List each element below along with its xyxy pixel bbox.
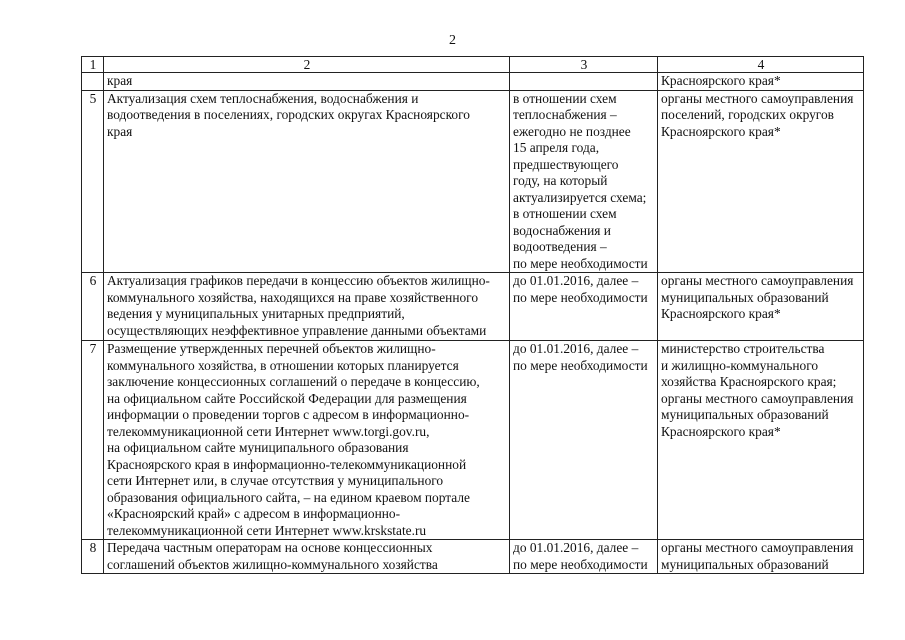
measure-cell xyxy=(104,273,510,341)
text-line: теплоснабжения – xyxy=(513,107,617,122)
text-line: заключение концессионных соглашений о передаче в концессию, xyxy=(107,374,480,389)
text-line: предшествующего xyxy=(513,156,619,172)
table-row xyxy=(82,273,864,341)
text-line: по мере необходимости xyxy=(513,255,648,271)
deadline-cell xyxy=(510,90,658,273)
text-line: до 01.01.2016, далее – xyxy=(513,273,639,288)
text-line: муниципальных образований xyxy=(661,407,829,422)
text-line: «Красноярский край» с адресом в информационно- xyxy=(107,506,401,521)
text-line: хозяйства Красноярского края; xyxy=(661,374,837,389)
row-number xyxy=(82,73,104,91)
column-header: 4 xyxy=(658,57,864,73)
text-line: по мере необходимости xyxy=(513,289,648,305)
table-row xyxy=(82,90,864,273)
row-number: 8 xyxy=(82,540,104,574)
text-line: водоотведения в поселениях, городских округах Красноярского xyxy=(107,107,470,122)
text-line: году, на который xyxy=(513,173,608,188)
text-line: органы местного самоуправления xyxy=(661,540,854,555)
text-line: водоснабжения и xyxy=(513,222,611,238)
text-line: поселений, городских округов xyxy=(661,107,834,122)
text-line: органы местного самоуправления xyxy=(661,390,854,406)
text-line: министерство строительства xyxy=(661,341,825,356)
text-line: по мере необходимости xyxy=(513,556,648,572)
text-line: на официальном сайте муниципального образования xyxy=(107,440,409,455)
text-line: на официальном сайте Российской Федерации для размещения xyxy=(107,390,467,406)
schedule-table xyxy=(81,56,864,574)
responsible-cell xyxy=(658,73,864,91)
text-line: Красноярского края* xyxy=(661,423,781,439)
table-row xyxy=(82,73,864,91)
text-line: и жилищно-коммунального xyxy=(661,357,819,373)
text-line: муниципальных образований xyxy=(661,289,829,305)
page-number: 2 xyxy=(449,33,456,48)
table-row xyxy=(82,540,864,574)
text-line: коммунального хозяйства, в отношении которых планируется xyxy=(107,357,459,373)
text-line: органы местного самоуправления xyxy=(661,273,854,288)
responsible-cell xyxy=(658,90,864,273)
text-line: Красноярского края* xyxy=(661,306,781,321)
text-line: органы местного самоуправления xyxy=(661,90,854,106)
text-line: образования официального сайта, – на едином краевом портале xyxy=(107,489,470,505)
text-line: актуализируется схема; xyxy=(513,189,647,205)
text-line: 15 апреля года, xyxy=(513,140,600,155)
column-header: 3 xyxy=(510,57,658,73)
measure-cell xyxy=(104,540,510,574)
text-line: соглашений объектов жилищно-коммунального хозяйства xyxy=(107,556,438,572)
text-line: ведения у муниципальных унитарных предприятий, xyxy=(107,306,405,321)
text-line: сети Интернет или, в случае отсутствия у муниципального xyxy=(107,473,444,488)
text-line: Размещение утвержденных перечней объектов жилищно- xyxy=(107,341,436,356)
row-number: 6 xyxy=(82,273,104,341)
row-number: 5 xyxy=(82,90,104,273)
text-line: Красноярского края в информационно-телекоммуникационной xyxy=(107,456,467,472)
text-line: муниципальных образований xyxy=(661,556,829,572)
measure-cell xyxy=(104,73,510,91)
measure-cell xyxy=(104,341,510,540)
text-line: телекоммуникационной сети Интернет www.torgi.gov.ru, xyxy=(107,423,430,439)
measure-cell xyxy=(104,90,510,273)
row-number: 7 xyxy=(82,341,104,540)
text-line: по мере необходимости xyxy=(513,357,648,373)
table-row xyxy=(82,341,864,540)
text-line: Красноярского края* xyxy=(661,123,781,139)
text-line: края xyxy=(107,123,133,139)
column-header: 1 xyxy=(82,57,104,73)
column-header: 2 xyxy=(104,57,510,73)
text-line: информации о проведении торгов с адресом в информационно- xyxy=(107,407,470,422)
deadline-cell xyxy=(510,341,658,540)
text-line: телекоммуникационной сети Интернет www.krskstate.ru xyxy=(107,522,427,538)
text-line: до 01.01.2016, далее – xyxy=(513,341,639,356)
deadline-cell xyxy=(510,73,658,91)
text-line: в отношении схем xyxy=(513,206,617,221)
text-line: Передача частным операторам на основе концессионных xyxy=(107,540,433,555)
deadline-cell xyxy=(510,540,658,574)
table-header-row xyxy=(82,57,864,73)
text-line: ежегодно не позднее xyxy=(513,123,631,139)
responsible-cell xyxy=(658,341,864,540)
text-line: осуществляющих неэффективное управление данными объектами xyxy=(107,322,487,338)
text-line: Актуализация графиков передачи в концессию объектов жилищно- xyxy=(107,273,490,288)
responsible-cell xyxy=(658,540,864,574)
text-line: до 01.01.2016, далее – xyxy=(513,540,639,555)
deadline-cell xyxy=(510,273,658,341)
text-line: коммунального хозяйства, находящихся на праве хозяйственного xyxy=(107,289,479,305)
text-line: водоотведения – xyxy=(513,239,607,254)
text-line: в отношении схем xyxy=(513,90,617,106)
responsible-cell xyxy=(658,273,864,341)
text-line: Актуализация схем теплоснабжения, водоснабжения и xyxy=(107,90,419,106)
text-line: края xyxy=(107,73,133,88)
text-line: Красноярского края* xyxy=(661,73,781,88)
